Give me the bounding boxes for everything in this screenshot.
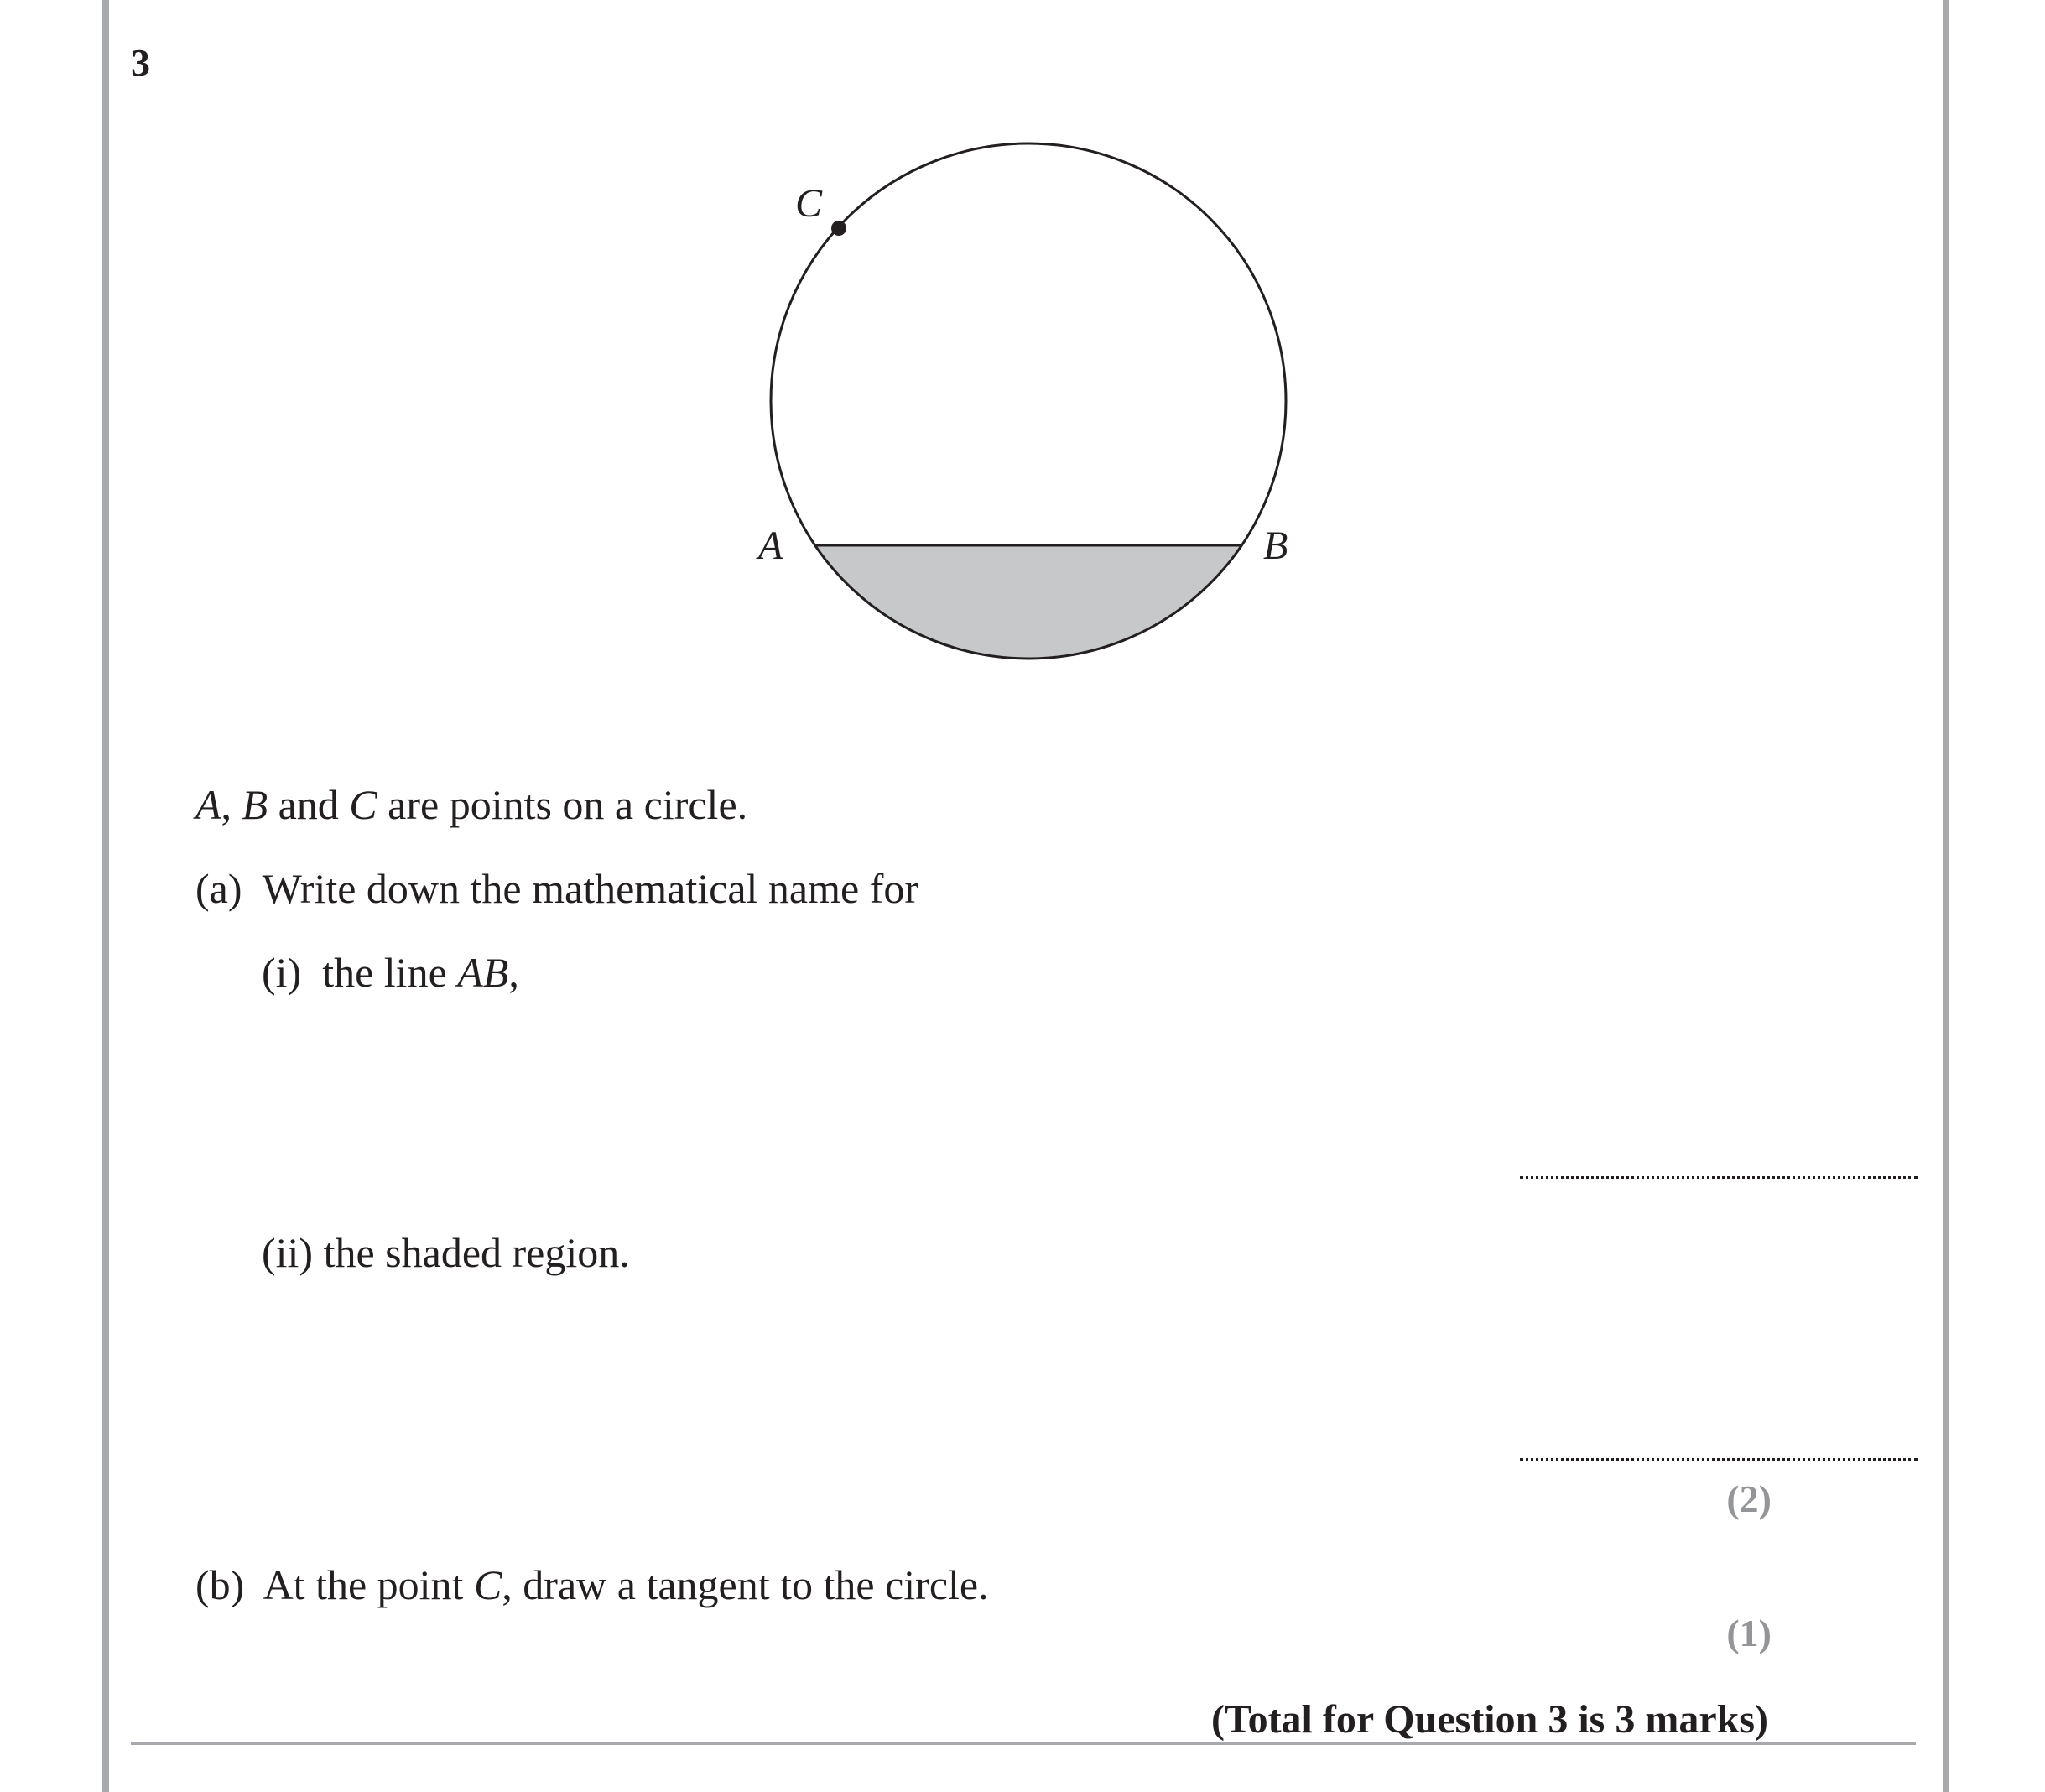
part-a-i-prompt (262, 949, 519, 996)
intro-rest: are points on a circle. (377, 781, 748, 828)
part-a-i-text: the line (322, 949, 458, 996)
circle-diagram (738, 126, 1325, 671)
intro-b: B (242, 781, 268, 828)
question-number: 3 (131, 41, 150, 84)
left-margin-bar (102, 0, 109, 1792)
intro-a: A (195, 781, 221, 828)
answer-line-a-i[interactable] (1520, 1176, 1918, 1179)
part-b-prompt (195, 1561, 989, 1608)
part-a-ii-prompt (262, 1229, 630, 1276)
part-a-ii-label: (ii) (262, 1229, 314, 1276)
part-a-label: (a) (195, 865, 242, 912)
right-margin-bar (1943, 0, 1949, 1792)
intro-and: and (268, 781, 350, 828)
answer-line-a-ii[interactable] (1520, 1458, 1918, 1461)
intro-sep: , (221, 781, 242, 828)
shaded-segment (816, 545, 1241, 658)
part-b-text-before: At the point (263, 1561, 474, 1608)
part-b-c: C (473, 1561, 502, 1608)
total-marks: (Total for Question 3 is 3 marks) (1210, 1697, 1768, 1742)
part-b-text-after: , draw a tangent to the circle. (502, 1561, 989, 1608)
label-a: A (758, 524, 783, 568)
part-a-i-ab: AB (457, 949, 509, 996)
label-c: C (795, 181, 823, 226)
part-b-label: (b) (195, 1561, 245, 1608)
intro-text (195, 781, 748, 828)
point-c (831, 221, 846, 236)
part-a-marks: (2) (1726, 1477, 1772, 1520)
intro-c: C (349, 781, 377, 828)
part-a-prompt (195, 865, 919, 912)
part-a-text: Write down the mathematical name for (262, 865, 919, 912)
part-a-i-label: (i) (262, 949, 302, 996)
bottom-rule (131, 1742, 1916, 1745)
part-a-i-tail: , (508, 949, 519, 996)
label-b: B (1263, 524, 1288, 568)
part-a-ii-text: the shaded region. (323, 1229, 630, 1276)
part-b-marks: (1) (1726, 1612, 1772, 1654)
